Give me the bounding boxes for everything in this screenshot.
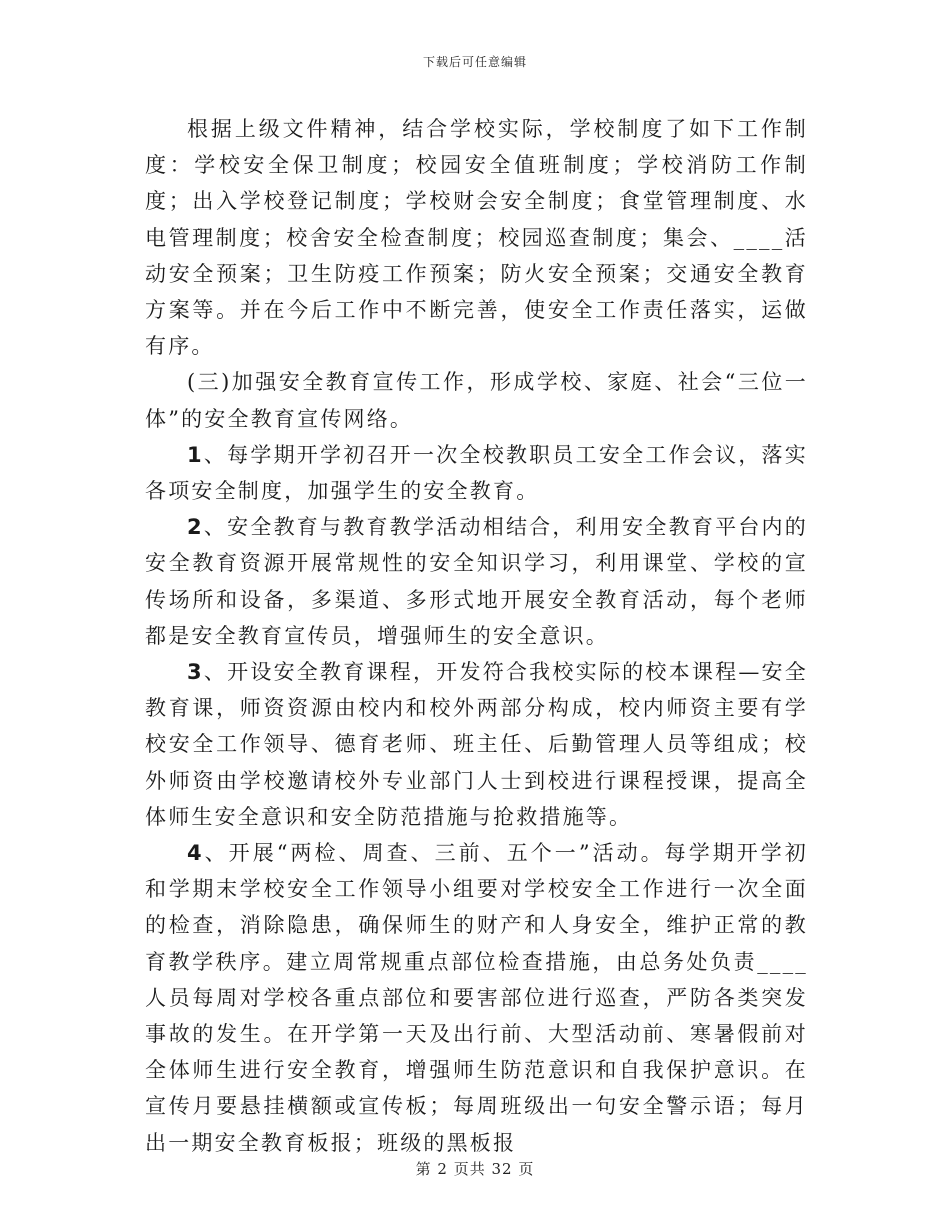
item-number: 4 — [187, 841, 204, 866]
document-body — [145, 111, 808, 1161]
paragraph-text: 、开展“两检、周查、三前、五个一”活动。每学期开学初和学期末学校安全工作领导小组要对学校安全工作进行一次全面的检查，消除隐患，确保师生的财产和人身安全，维护正常的教育教学秩序。建立周常规重点部位检查措施，由总务处负责____人员每周对学校各重点部位和要害部位进行巡查，严防各类突发事故的发生。在开学第一天及出行前、大型活动前、寒暑假前对全体师生进行安全教育，增强师生防范意识和自我保护意识。在宣传月要悬挂横额或宣传板；每周班级出一句安全警示语；每月出一期安全教育板报；班级的黑板报 — [145, 841, 808, 1155]
page-header: 下载后可任意编辑 — [422, 55, 527, 69]
item-number: 2 — [187, 515, 204, 540]
paragraph-text: 、开设安全教育课程，开发符合我校实际的校本课程—安全教育课，师资资源由校内和校外两部分构成，校内师资主要有学校安全工作领导、德育老师、班主任、后勤管理人员等组成；校外师资由学校邀请校外专业部门人士到校进行课程授课，提高全体师生安全意识和安全防范措施与抢救措施等。 — [145, 660, 808, 829]
paragraph-section-3-heading — [145, 364, 808, 436]
paragraph-text: (三)加强安全教育宣传工作，形成学校、家庭、社会“三位一体”的安全教育宣传网络。 — [145, 370, 808, 431]
item-number: 3 — [187, 660, 204, 685]
paragraph-item-2 — [145, 509, 808, 654]
paragraph-text: 、每学期开学初召开一次全校教职员工安全工作会议，落实各项安全制度，加强学生的安全教育。 — [145, 442, 808, 504]
paragraph-item-3 — [145, 654, 808, 835]
paragraph-school-regulations — [145, 111, 808, 364]
paragraph-item-1 — [145, 437, 808, 509]
paragraph-text: 根据上级文件精神，结合学校实际，学校制度了如下工作制度：学校安全保卫制度；校园安全值班制度；学校消防工作制度；出入学校登记制度；学校财会安全制度；食堂管理制度、水电管理制度；校舍安全检查制度；校园巡查制度；集会、____活动安全预案；卫生防疫工作预案；防火安全预案；交通安全教育方案等。并在今后工作中不断完善，使安全工作责任落实，运做有序。 — [145, 117, 808, 359]
item-number: 1 — [187, 442, 204, 467]
paragraph-text: 、安全教育与教育教学活动相结合，利用安全教育平台内的安全教育资源开展常规性的安全知识学习，利用课堂、学校的宣传场所和设备，多渠道、多形式地开展安全教育活动，每个老师都是安全教育宣传员，增强师生的安全意识。 — [145, 515, 808, 648]
page-number-footer: 第 2 页共 32 页 — [415, 1160, 535, 1178]
paragraph-item-4 — [145, 835, 808, 1161]
